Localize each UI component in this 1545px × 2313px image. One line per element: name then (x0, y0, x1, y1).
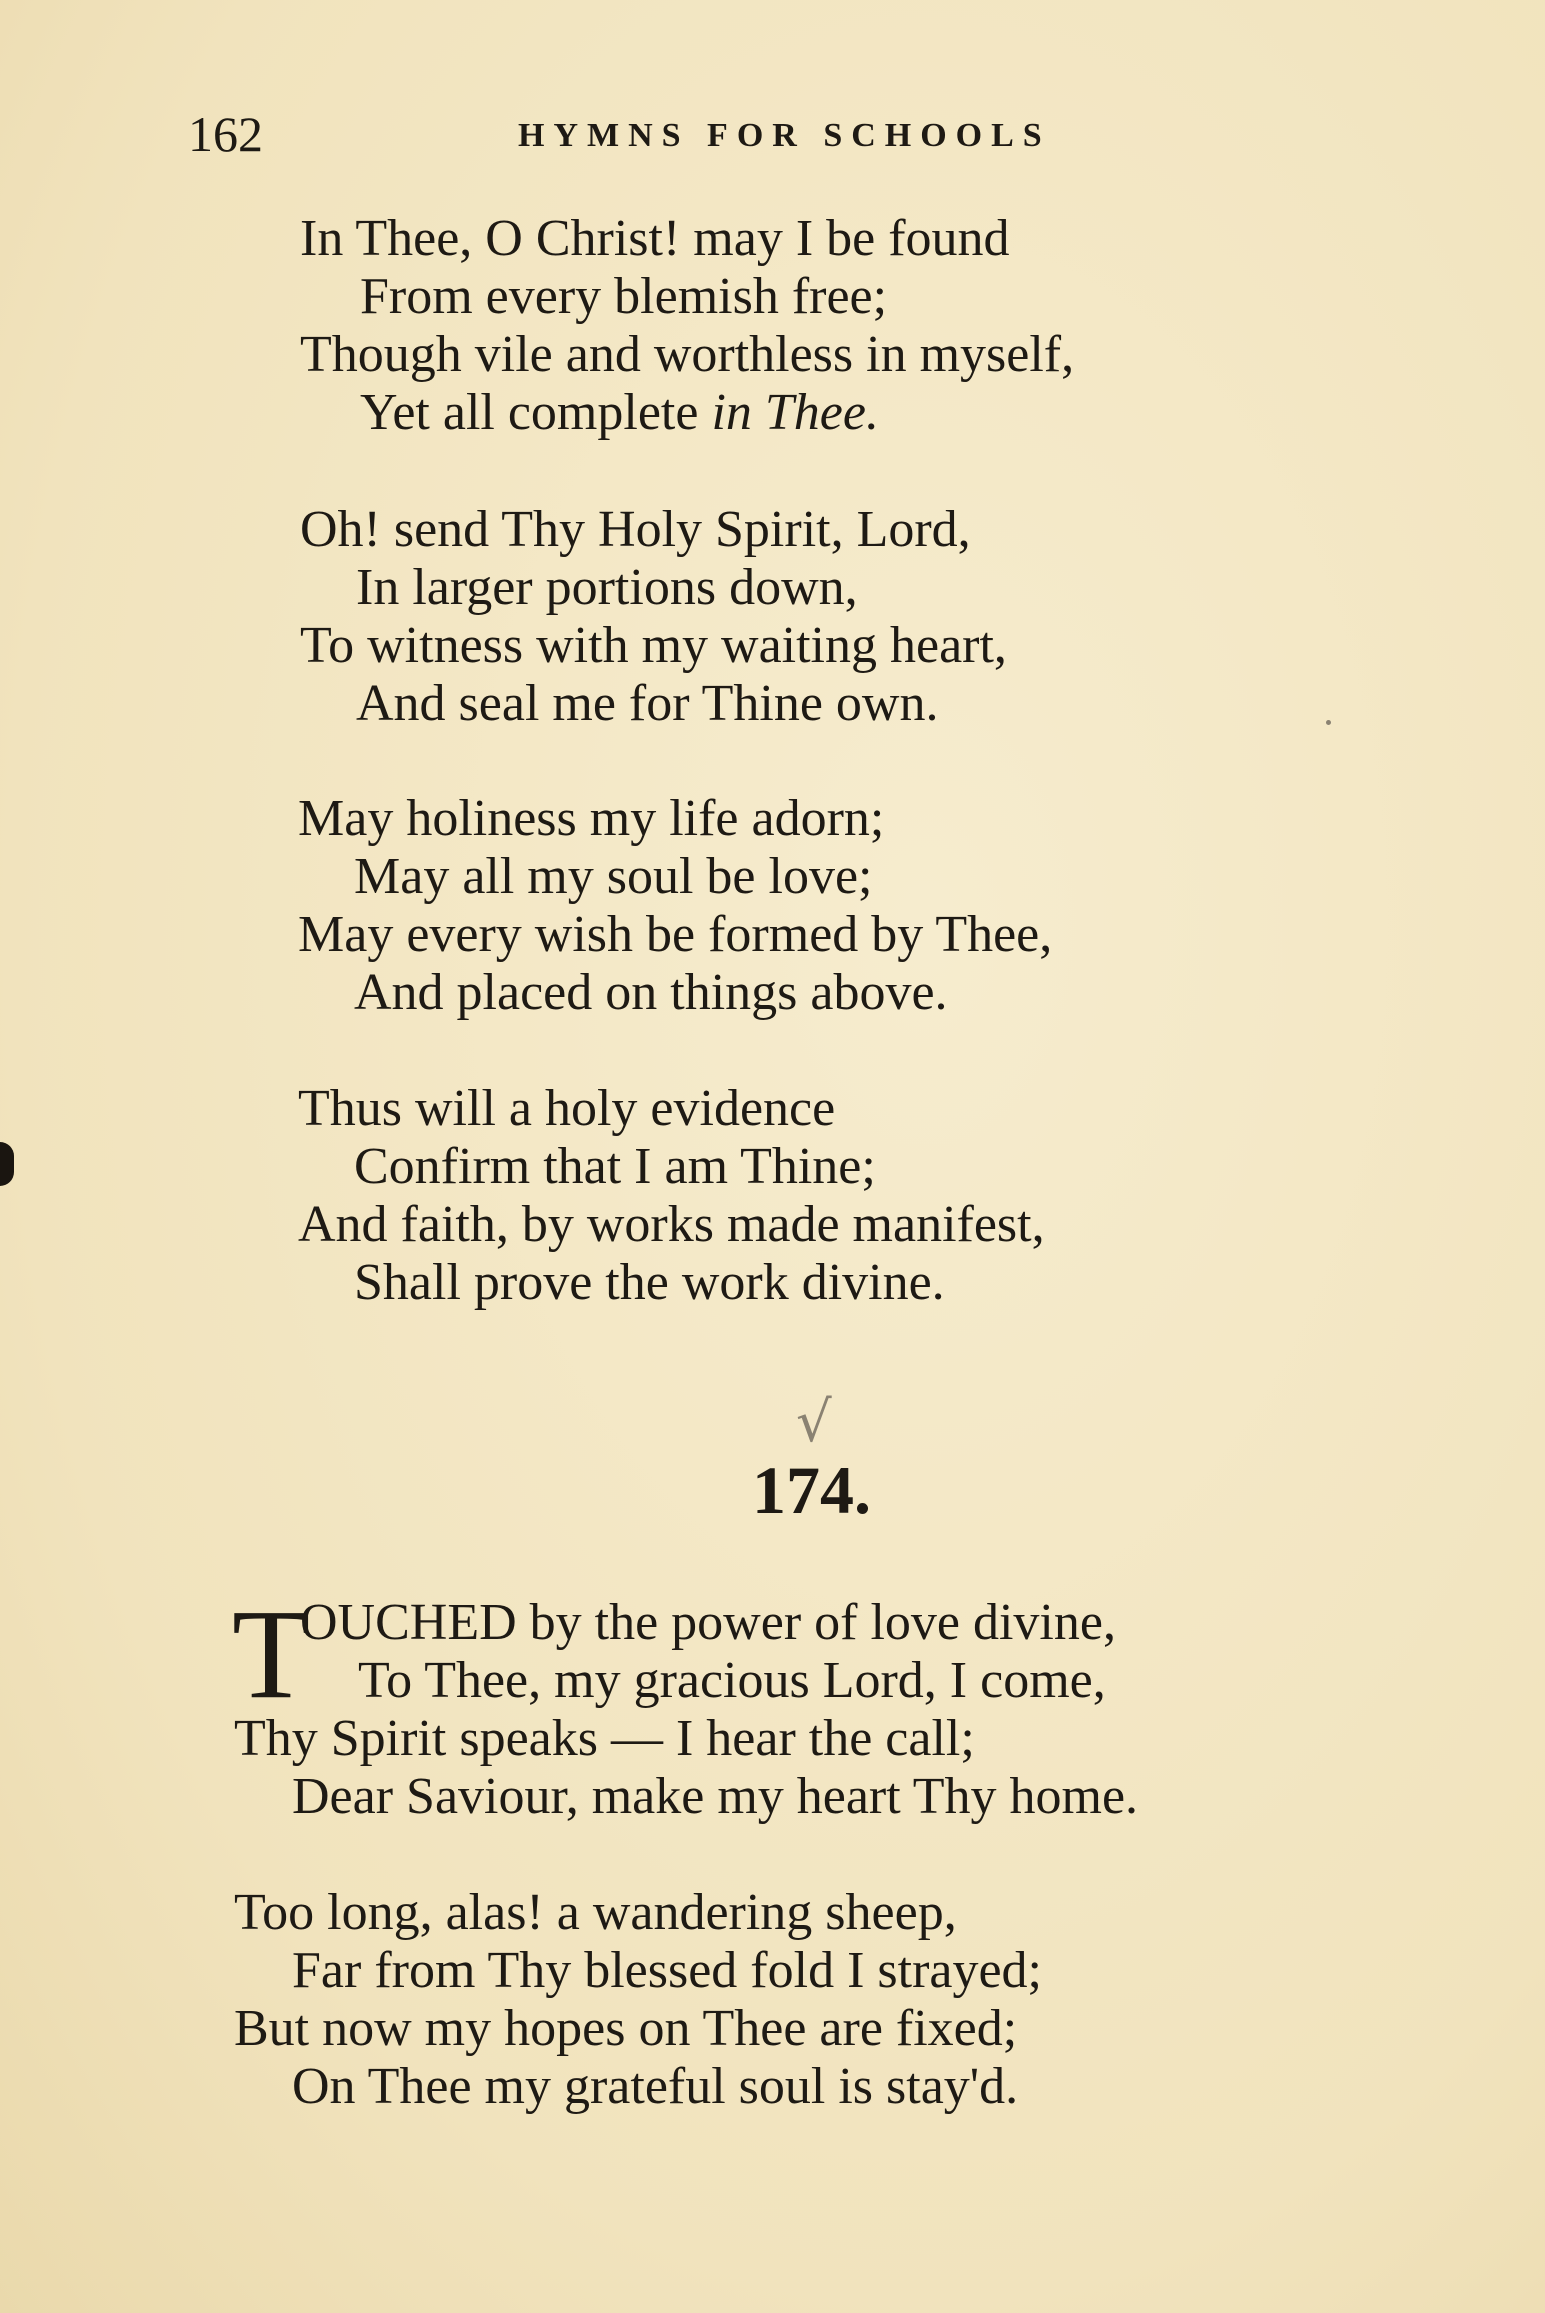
page-edge-mark (0, 1142, 14, 1186)
verse-line: Thy Spirit speaks — I hear the call; (234, 1710, 975, 1767)
verse-line-text: Yet all complete (360, 384, 712, 441)
verse-line: Dear Saviour, make my heart Thy home. (292, 1768, 1139, 1825)
verse-line: Shall prove the work divine. (354, 1254, 945, 1311)
verse-line: In larger portions down, (356, 559, 858, 616)
verse-line: Too long, alas! a wandering sheep, (234, 1884, 957, 1941)
verse-line: On Thee my grateful soul is stay'd. (292, 2058, 1019, 2115)
stanza-2 (300, 501, 1007, 733)
page-header (188, 104, 1188, 164)
hymn-number: 174. (752, 1452, 871, 1528)
hymn-174-stanza-2 (234, 1884, 1042, 2116)
verse-line: From every blemish free; (360, 268, 888, 325)
verse-line: OUCHED by the power of love divine, (300, 1594, 1116, 1651)
verse-line (300, 384, 1074, 442)
verse-line-italic: in Thee. (711, 384, 879, 441)
stanza-4 (298, 1080, 1045, 1312)
verse-line: May holiness my life adorn; (298, 790, 885, 847)
print-speck (1326, 720, 1331, 725)
verse-line: May all my soul be love; (354, 848, 873, 905)
verse-line: And placed on things above. (354, 964, 948, 1021)
check-mark-annotation: √ (796, 1390, 832, 1455)
verse-line: Far from Thy blessed fold I strayed; (292, 1942, 1042, 1999)
verse-line: But now my hopes on Thee are fixed; (234, 2000, 1018, 2057)
hymn-174-stanza-1 (300, 1594, 1116, 1710)
verse-line: Confirm that I am Thine; (354, 1138, 876, 1195)
stanza-3 (298, 790, 1052, 1022)
stanza-1 (300, 210, 1074, 442)
verse-line: And faith, by works made manifest, (298, 1196, 1045, 1253)
verse-line: Though vile and worthless in myself, (300, 326, 1075, 383)
drop-cap: T (232, 1583, 311, 1725)
page-number: 162 (188, 106, 263, 162)
verse-line: In Thee, O Christ! may I be found (300, 210, 1010, 267)
running-head: HYMNS FOR SCHOOLS (518, 117, 1051, 154)
hymn-174-stanza-1-cont (234, 1710, 1138, 1826)
verse-line: To Thee, my gracious Lord, I come, (358, 1652, 1106, 1709)
verse-line: Oh! send Thy Holy Spirit, Lord, (300, 501, 971, 558)
verse-line: And seal me for Thine own. (356, 675, 939, 732)
verse-line: To witness with my waiting heart, (300, 617, 1007, 674)
verse-line: Thus will a holy evidence (298, 1080, 836, 1137)
verse-line: May every wish be formed by Thee, (298, 906, 1053, 963)
